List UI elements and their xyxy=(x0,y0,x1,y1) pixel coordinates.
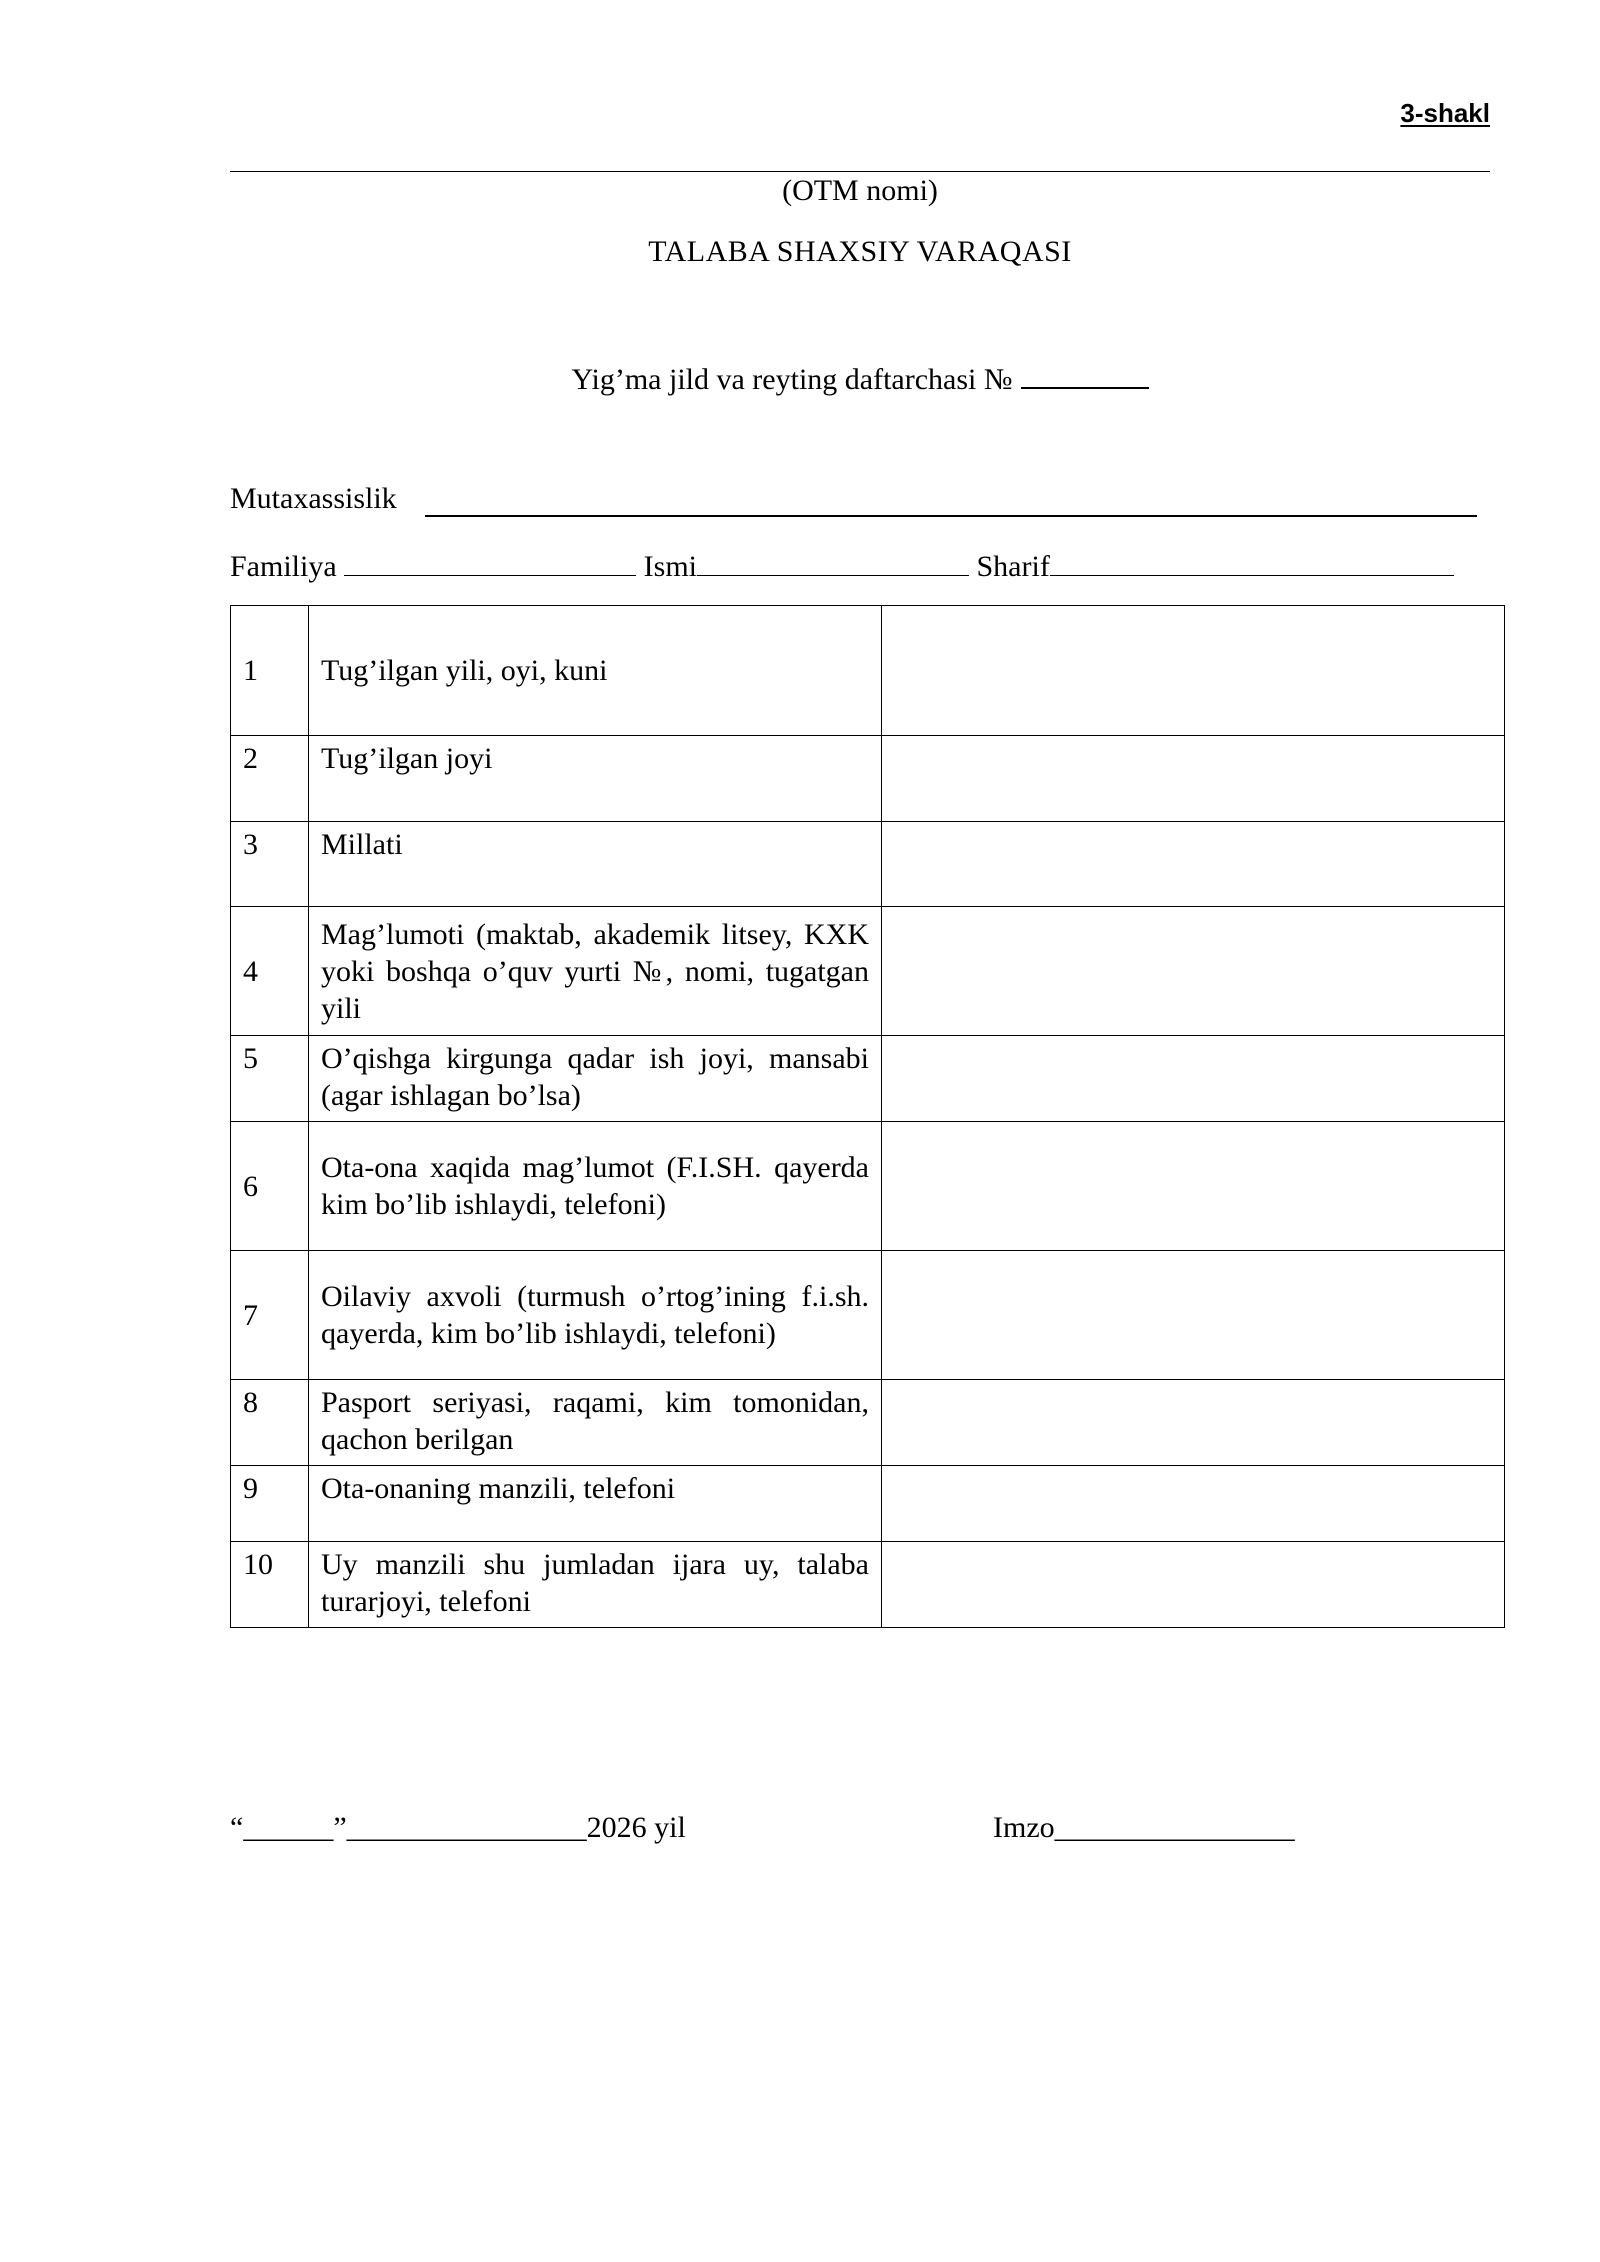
record-book-number-blank[interactable] xyxy=(1021,357,1149,389)
surname-label: Familiya xyxy=(230,550,337,583)
surname-blank[interactable] xyxy=(344,545,636,576)
table-row xyxy=(231,1036,1505,1122)
row-number: 10 xyxy=(231,1542,309,1628)
row-number: 5 xyxy=(231,1036,309,1122)
row-label: Oilaviy axvoli (turmush o’rtog’ining f.i.sh. qayerda, kim bo’lib ishlaydi, telefoni) xyxy=(309,1251,882,1380)
row-value-cell[interactable] xyxy=(882,1542,1505,1628)
row-label: Tug’ilgan joyi xyxy=(309,736,882,822)
row-label: Uy manzili shu jumladan ijara uy, talaba turarjoyi, telefoni xyxy=(309,1542,882,1628)
table-row xyxy=(231,1542,1505,1628)
row-number: 3 xyxy=(231,822,309,907)
name-blank[interactable] xyxy=(697,545,969,576)
name-label: Ismi xyxy=(643,550,697,583)
row-label: O’qishga kirgunga qadar ish joyi, mansabi (agar ishlagan bo’lsa) xyxy=(309,1036,882,1122)
full-name-line xyxy=(230,545,1454,584)
table-row xyxy=(231,736,1505,822)
row-value-cell[interactable] xyxy=(882,1122,1505,1251)
signature-line[interactable]: Imzo________________ xyxy=(993,1811,1295,1844)
specialty-label: Mutaxassislik xyxy=(230,482,397,515)
row-number: 4 xyxy=(231,907,309,1036)
patronymic-blank[interactable] xyxy=(1050,545,1454,576)
row-label: Mag’lumoti (maktab, akademik litsey, KXK yoki boshqa o’quv yurti №, nomi, tugatgan yili xyxy=(309,907,882,1036)
row-label: Ota-onaning manzili, telefoni xyxy=(309,1466,882,1542)
table-row xyxy=(231,1466,1505,1542)
otm-name-caption: (OTM nomi) xyxy=(782,174,938,207)
row-label: Pasport seriyasi, raqami, kim tomonidan, qachon berilgan xyxy=(309,1380,882,1466)
row-value-cell[interactable] xyxy=(882,1466,1505,1542)
patronymic-label: Sharif xyxy=(976,550,1050,583)
row-value-cell[interactable] xyxy=(882,1251,1505,1380)
row-value-cell[interactable] xyxy=(882,606,1505,736)
table-row xyxy=(231,606,1505,736)
table-row xyxy=(231,822,1505,907)
student-info-table xyxy=(230,605,1505,1628)
row-label: Tug’ilgan yili, oyi, kuni xyxy=(309,606,882,736)
otm-name-line[interactable] xyxy=(230,171,1490,172)
table-row xyxy=(231,1380,1505,1466)
row-label: Millati xyxy=(309,822,882,907)
row-number: 9 xyxy=(231,1466,309,1542)
row-number: 2 xyxy=(231,736,309,822)
row-value-cell[interactable] xyxy=(882,822,1505,907)
table-row xyxy=(231,907,1505,1036)
table-row xyxy=(231,1122,1505,1251)
row-number: 6 xyxy=(231,1122,309,1251)
table-row xyxy=(231,1251,1505,1380)
row-value-cell[interactable] xyxy=(882,1036,1505,1122)
row-value-cell[interactable] xyxy=(882,1380,1505,1466)
row-number: 8 xyxy=(231,1380,309,1466)
row-value-cell[interactable] xyxy=(882,736,1505,822)
row-number: 7 xyxy=(231,1251,309,1380)
row-value-cell[interactable] xyxy=(882,907,1505,1036)
specialty-blank[interactable] xyxy=(425,515,1477,517)
row-number: 1 xyxy=(231,606,309,736)
document-title: TALABA SHAXSIY VARAQASI xyxy=(648,235,1072,268)
form-code: 3-shakl xyxy=(1400,98,1490,128)
date-line[interactable]: “______”________________2026 yil xyxy=(230,1811,686,1844)
row-label: Ota-ona xaqida mag’lumot (F.I.SH. qayerda kim bo’lib ishlaydi, telefoni) xyxy=(309,1122,882,1251)
record-book-label: Yig’ma jild va reyting daftarchasi № xyxy=(571,363,1013,396)
record-book-line xyxy=(230,357,1490,397)
